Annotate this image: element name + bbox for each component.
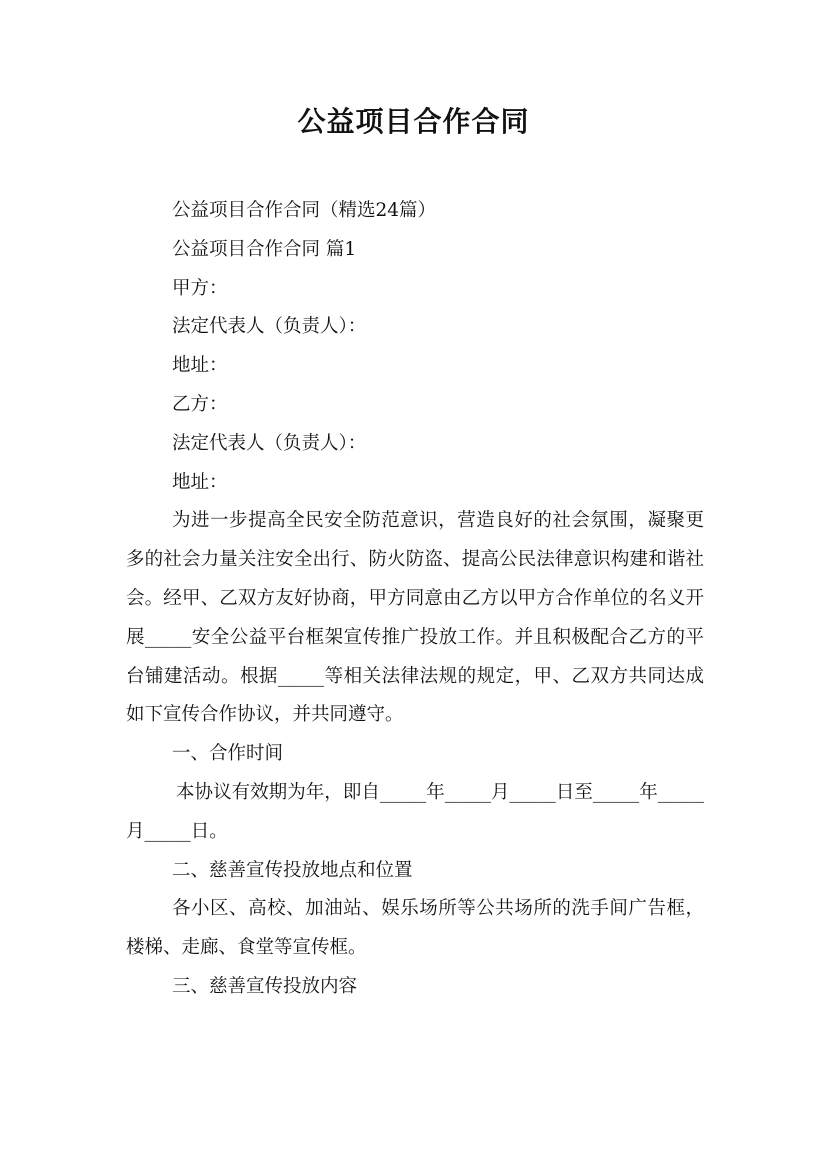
party-b-representative-label: 法定代表人（负责人）：	[172, 432, 367, 454]
party-a-representative-label: 法定代表人（负责人）：	[172, 316, 367, 338]
document-body	[126, 192, 704, 1007]
party-b-address-label: 地址：	[172, 471, 228, 493]
document-title: 公益项目合作合同	[297, 105, 530, 138]
section-2-heading: 二、慈善宣传投放地点和位置	[172, 859, 413, 881]
section-1-heading: 一、合作时间	[172, 743, 284, 765]
section-1-paragraph: 本协议有效期为年，即自_____年_____月_____日至_____年_____月_____日。	[126, 781, 704, 842]
section-2-paragraph: 各小区、高校、加油站、娱乐场所等公共场所的洗手间广告框，楼梯、走廊、食堂等宣传框。	[126, 898, 704, 959]
article-heading: 公益项目合作合同 篇1	[172, 238, 357, 260]
section-3-heading: 三、慈善宣传投放内容	[172, 975, 358, 997]
party-a-address-label: 地址：	[172, 355, 228, 377]
subtitle-line: 公益项目合作合同（精选24篇）	[172, 200, 437, 221]
party-b-label: 乙方：	[172, 393, 228, 415]
intro-paragraph: 为进一步提高全民安全防范意识，营造良好的社会氛围，凝聚更多的社会力量关注安全出行、防火防盗、提高公民法律意识构建和谐社会。经甲、乙双方友好协商，甲方同意由乙方以甲方合作单位的名义开展_____安全公益平台框架宣传推广投放工作。并且积极配合乙方的平台铺建活动。根据_____等相关法律法规的规定，甲、乙双方共同达成如下宣传合作协议，并共同遵守。	[126, 510, 704, 726]
party-a-label: 甲方：	[172, 277, 228, 299]
